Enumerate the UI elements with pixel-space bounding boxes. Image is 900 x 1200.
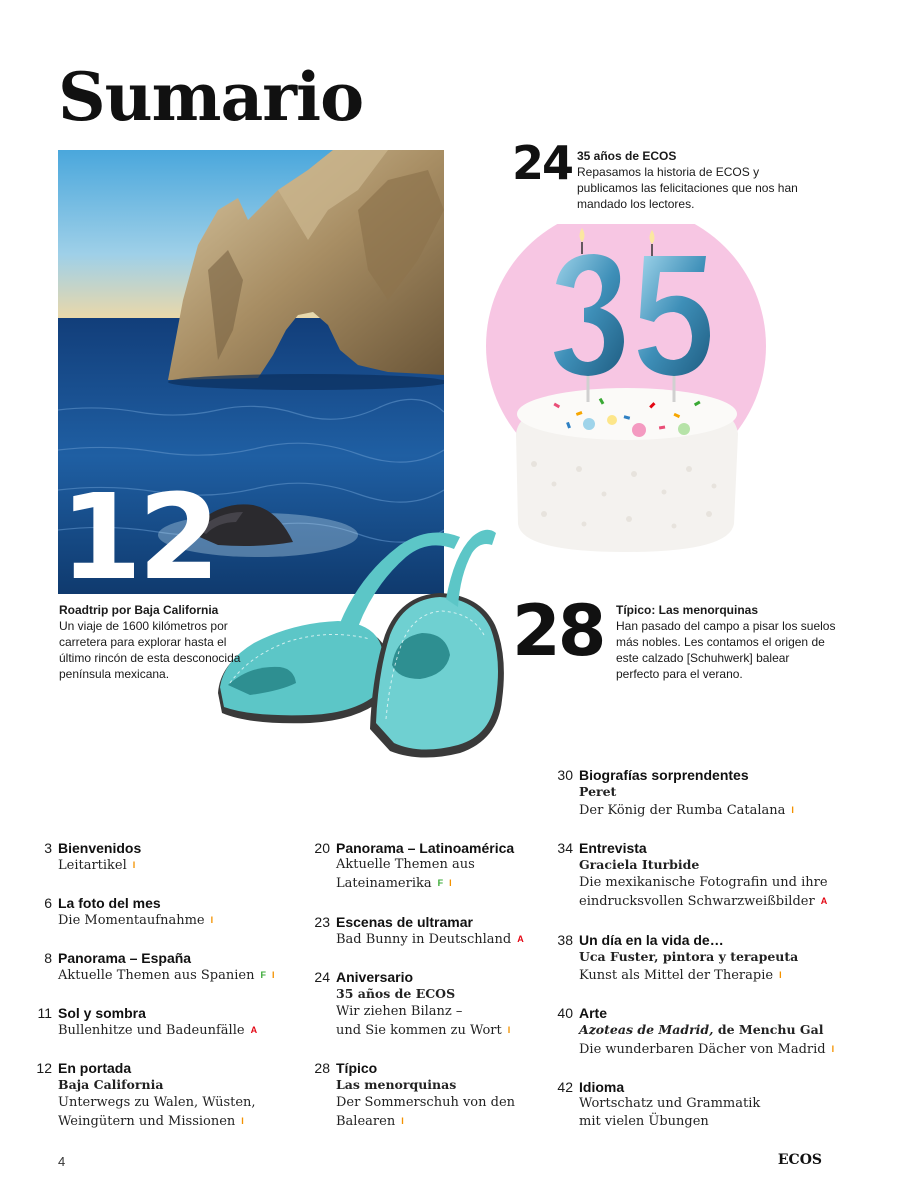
level-badge: I xyxy=(132,860,136,870)
feature-12-page-number: 12 xyxy=(60,468,217,606)
toc-description: Lateinamerika F I xyxy=(336,876,452,891)
toc-entry-12[interactable] xyxy=(30,1060,290,1131)
feature-28-page-number: 28 xyxy=(512,590,604,672)
toc-title: Biografías sorprendentes xyxy=(579,767,749,783)
toc-entry-40[interactable] xyxy=(551,1005,851,1059)
toc-entry-28[interactable] xyxy=(308,1060,568,1131)
toc-title: Panorama – Latinoamérica xyxy=(336,840,515,856)
toc-title: Un día en la vida de… xyxy=(579,932,724,948)
toc-page-number: 12 xyxy=(36,1060,52,1076)
level-badge: I xyxy=(791,805,794,815)
toc-entry-24[interactable] xyxy=(308,969,568,1040)
toc-description: Aktuelle Themen aus xyxy=(336,857,475,872)
toc-title: Bienvenidos xyxy=(58,840,142,856)
toc-description: eindrucksvollen Schwarzweißbilder A xyxy=(579,894,828,909)
feature-24-page-number: 24 xyxy=(512,136,573,190)
toc-entry-20[interactable] xyxy=(308,840,568,893)
toc-entry-8[interactable] xyxy=(30,950,290,985)
toc-entry-34[interactable] xyxy=(551,840,851,911)
toc-subtitle: Graciela Iturbide xyxy=(579,857,700,872)
toc-title: En portada xyxy=(58,1060,132,1076)
toc-page-number: 3 xyxy=(44,840,52,856)
toc-title: Escenas de ultramar xyxy=(336,914,473,930)
toc-description: Unterwegs zu Walen, Wüsten, xyxy=(58,1095,256,1110)
feature-28-text: Han pasado del campo a pisar los suelos más nobles. Les contamos el origen de este calzado [Schuhwerk] balear perfecto para el verano. xyxy=(616,619,836,681)
toc-subtitle: Peret xyxy=(579,784,617,799)
level-badge: I xyxy=(210,915,214,925)
toc-entry-11[interactable] xyxy=(30,1005,290,1040)
level-badge: I xyxy=(401,1116,404,1126)
toc-title: Típico xyxy=(336,1060,378,1076)
toc-page-number: 6 xyxy=(44,895,52,911)
toc-description: Kunst als Mittel der Therapie I xyxy=(579,968,782,983)
toc-page-number: 20 xyxy=(314,840,330,856)
toc-description: mit vielen Übungen xyxy=(579,1114,709,1129)
feature-12-text: Un viaje de 1600 kilómetros por carretera para explorar hasta el último rincón de esta desconocida península mexicana. xyxy=(59,619,241,681)
toc-entry-6[interactable] xyxy=(30,895,290,930)
toc-description: Weingütern und Missionen I xyxy=(58,1114,244,1129)
toc-entry-38[interactable] xyxy=(551,932,851,985)
toc-description: Bullenhitze und Badeunfälle A xyxy=(58,1023,258,1038)
toc-subtitle: 35 años de ECOS xyxy=(336,986,456,1001)
page-number: 4 xyxy=(58,1154,66,1169)
toc-subtitle: Baja California xyxy=(58,1077,164,1092)
level-badge: F xyxy=(260,970,266,980)
feature-28[interactable] xyxy=(616,602,836,682)
level-badge: A xyxy=(250,1025,258,1035)
toc-page-number: 24 xyxy=(314,969,330,985)
brand-logo: ECOS xyxy=(777,1152,822,1168)
feature-28-title: Típico: Las menorquinas xyxy=(616,603,759,617)
toc-entry-3[interactable] xyxy=(30,840,290,875)
toc-page-number: 30 xyxy=(557,767,573,783)
toc-page-number: 28 xyxy=(314,1060,330,1076)
toc-description: Der Sommerschuh von den xyxy=(336,1095,516,1110)
level-badge: I xyxy=(241,1116,244,1126)
level-badge: I xyxy=(507,1025,511,1035)
toc-description: Die mexikanische Fotografin und ihre xyxy=(579,875,828,890)
toc-description: Aktuelle Themen aus Spanien F I xyxy=(58,968,275,983)
feature-24-title: 35 años de ECOS xyxy=(577,149,677,163)
toc-title: Panorama – España xyxy=(58,950,192,966)
level-badge: I xyxy=(271,970,275,980)
level-badge: A xyxy=(517,934,524,944)
toc-page-number: 34 xyxy=(557,840,573,856)
feature-24[interactable] xyxy=(577,148,807,212)
level-badge: A xyxy=(820,896,828,906)
feature-12-title: Roadtrip por Baja California xyxy=(59,603,219,617)
toc-entry-23[interactable] xyxy=(308,914,568,949)
toc-description: Die wunderbaren Dächer von Madrid I xyxy=(579,1042,835,1057)
toc-description: Wir ziehen Bilanz – xyxy=(336,1004,463,1019)
toc-description: Wortschatz und Grammatik xyxy=(579,1096,761,1111)
toc-title: Sol y sombra xyxy=(58,1005,146,1021)
page-title: Sumario xyxy=(58,58,364,136)
level-badge: I xyxy=(449,878,452,888)
toc-description: und Sie kommen zu Wort I xyxy=(336,1023,511,1038)
toc-title: Entrevista xyxy=(579,840,647,856)
toc-subtitle: Azoteas de Madrid, de Menchu Gal xyxy=(579,1022,824,1037)
toc-page-number: 40 xyxy=(557,1005,573,1021)
level-badge: I xyxy=(831,1044,835,1054)
toc-title: La foto del mes xyxy=(58,895,161,911)
toc-description: Der König der Rumba Catalana I xyxy=(579,803,794,818)
toc-page-number: 38 xyxy=(557,932,573,948)
toc-page-number: 42 xyxy=(557,1079,573,1095)
toc-description: Die Momentaufnahme I xyxy=(58,913,214,928)
feature-12[interactable] xyxy=(59,602,259,682)
cake-illustration xyxy=(484,224,774,564)
toc-title: Idioma xyxy=(579,1079,625,1095)
cake-photo-35-years xyxy=(484,224,774,564)
toc-subtitle: Uca Fuster, pintora y terapeuta xyxy=(579,949,799,964)
toc-description: Leitartikel I xyxy=(58,858,136,873)
toc-title: Aniversario xyxy=(336,969,414,985)
toc-page-number: 23 xyxy=(314,914,330,930)
toc-title: Arte xyxy=(579,1005,608,1021)
toc-description: Bad Bunny in Deutschland A xyxy=(336,932,524,947)
level-badge: I xyxy=(779,970,782,980)
toc-page-number: 11 xyxy=(37,1005,52,1021)
toc-entry-42[interactable] xyxy=(551,1079,851,1131)
toc-subtitle: Las menorquinas xyxy=(336,1077,457,1092)
toc-description: Balearen I xyxy=(336,1114,404,1129)
toc-page-number: 8 xyxy=(44,950,52,966)
toc-entry-30[interactable] xyxy=(551,767,851,820)
feature-24-text: Repasamos la historia de ECOS y publicamos las felicitaciones que nos han mandado los lectores. xyxy=(577,165,798,211)
level-badge: F xyxy=(437,878,444,888)
